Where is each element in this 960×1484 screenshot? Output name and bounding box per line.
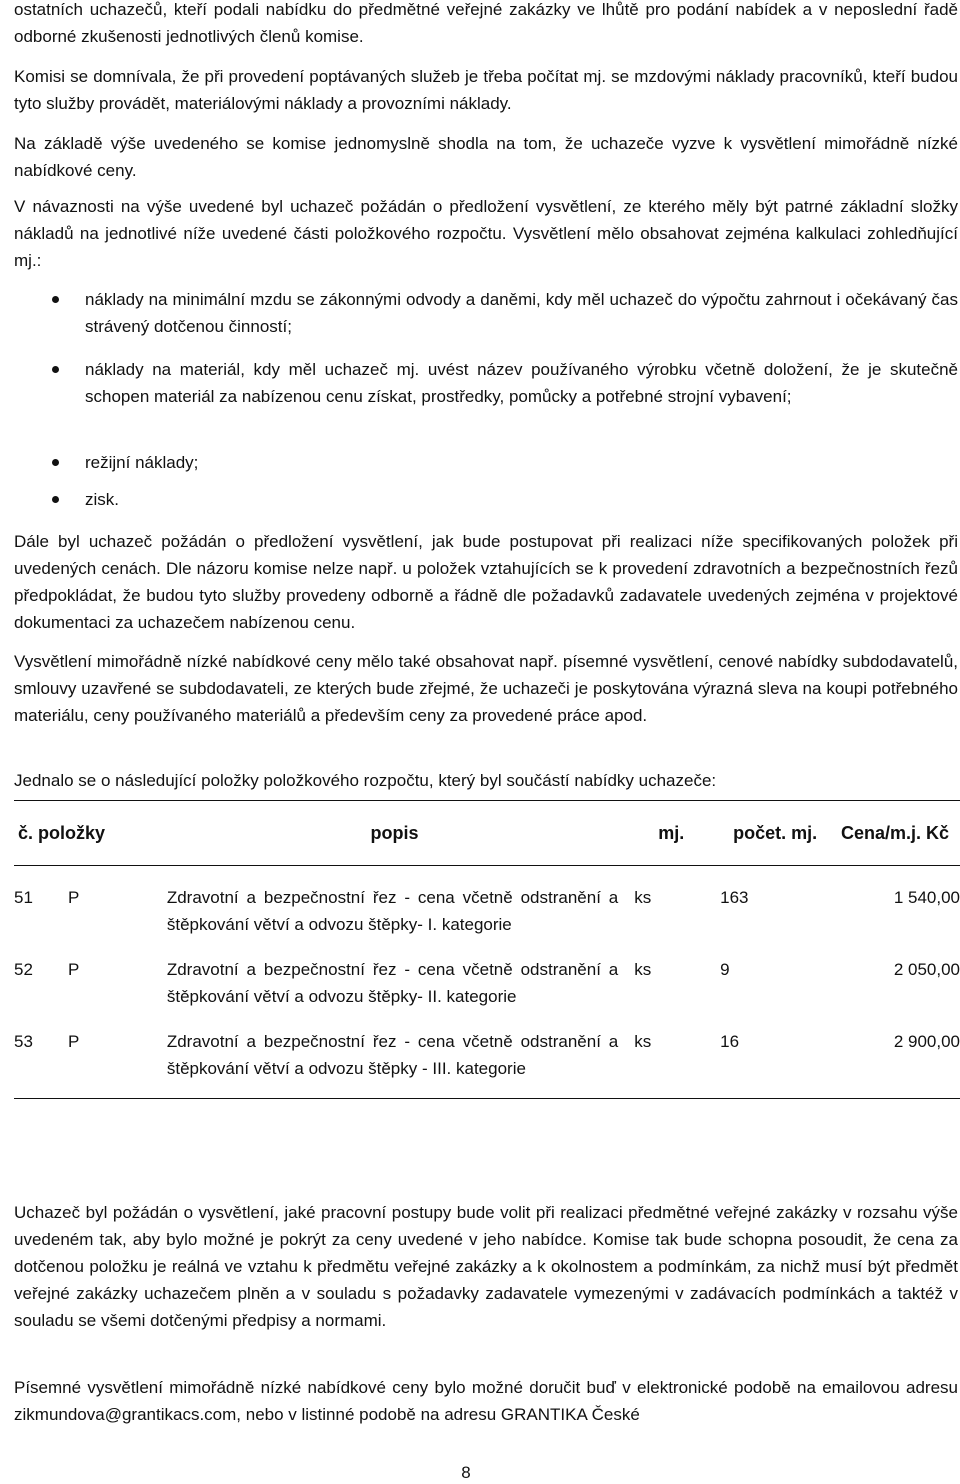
cost-bullet-list	[14, 286, 958, 340]
paragraph-delivery-info: Písemné vysvětlení mimořádně nízké nabídkové ceny bylo možné doručit buď v elektronické podobě na emailovou adresu zikmundova@grantikacs.com, nebo v listinné podobě na adresu GRANTIKA České	[14, 1378, 958, 1424]
cell-unit: ks	[634, 960, 652, 979]
paragraph-commission-decision: Na základě výše uvedeného se komise jednomyslně shodla na tom, že uchazeče vyzve k vysvětlení mimořádně nízké nabídkové ceny.	[14, 134, 958, 180]
cost-bullet-list	[14, 486, 958, 513]
cell-quantity: 9	[720, 960, 730, 979]
page-number: 8	[461, 1463, 471, 1482]
table-header-row	[14, 801, 960, 866]
budget-items-table	[14, 800, 960, 1099]
paragraph-intro-continuation: ostatních uchazečů, kteří podali nabídku do předmětné veřejné zakázky ve lhůtě pro podání nabídek a v neposlední řadě odborné zkušenosti jednotlivých členů komise.	[14, 0, 958, 46]
cell-item-number: 53	[14, 1010, 68, 1099]
list-item-text: zisk.	[85, 490, 119, 509]
list-item	[14, 486, 958, 513]
cost-bullet-list	[14, 449, 958, 476]
header-unit-price: Cena/m.j. Kč	[830, 801, 960, 866]
cell-quantity: 163	[720, 888, 749, 907]
cell-unit-price: 2 050,00	[893, 960, 960, 979]
table-row	[14, 866, 960, 939]
cell-item-type: P	[67, 888, 80, 907]
list-item	[14, 449, 958, 476]
cell-description: Zdravotní a bezpečnostní řez - cena včetně odstranění a štěpkování větví a odvozu štěpky - III. kategorie	[167, 1010, 622, 1099]
bullet-icon	[52, 459, 59, 466]
paragraph-explanation-contents: Vysvětlení mimořádně nízké nabídkové ceny mělo také obsahovat např. písemné vysvětlení, cenové nabídky subdodavatelů, smlouvy uzavřené se subdodavateli, ze kterých bude zřejmé, že uchazeči je poskytována výrazná sleva na koupi potřebného materiálu, ceny používaného materiálů a především ceny za provedené práce apod.	[14, 652, 958, 725]
cell-unit-price: 1 540,00	[893, 888, 960, 907]
list-item-text: náklady na materiál, kdy měl uchazeč mj. uvést název používaného výrobku včetně doložení, že je skutečně schopen materiál za nabízenou cenu získat, prostředky, pomůcky a potřebné strojní vybavení;	[85, 360, 958, 406]
table-row	[14, 938, 960, 1010]
list-item-text: režijní náklady;	[85, 453, 199, 472]
list-item-text: náklady na minimální mzdu se zákonnými odvody a daněmi, kdy měl uchazeč do výpočtu zahrnout i očekávaný čas strávený dotčenou činností;	[85, 290, 958, 336]
cell-unit-price: 2 900,00	[830, 1010, 960, 1099]
list-item	[14, 286, 958, 340]
cost-bullet-list	[14, 356, 958, 410]
paragraph-procedure-request: Dále byl uchazeč požádán o předložení vysvětlení, jak bude postupovat při realizaci níže specifikovaných položek při uvedených cenách. Dle názoru komise nelze např. u položek vztahujících se k provedení zdravotních a bezpečnostních řezů předpokládat, že budou tyto služby provedeny odborně a řádně dle požadavků zadavatele uvedených zejména v projektové dokumentaci za uchazečem nabízenou cenu.	[14, 532, 958, 632]
header-description: popis	[167, 801, 622, 866]
bullet-icon	[52, 296, 59, 303]
cell-item-type: P	[68, 1010, 167, 1099]
cell-description: Zdravotní a bezpečnostní řez - cena včetně odstranění a štěpkování větví a odvozu štěpky- I. kategorie	[166, 888, 619, 934]
cell-item-number: 52	[14, 960, 33, 979]
bullet-icon	[52, 366, 59, 373]
cell-item-type: P	[67, 960, 80, 979]
cell-unit: ks	[634, 888, 652, 907]
header-quantity: počet. mj.	[720, 801, 830, 866]
paragraph-table-intro: Jednalo se o následující položky položkového rozpočtu, který byl součástí nabídky uchazeče:	[14, 771, 717, 790]
header-unit: mj.	[622, 801, 720, 866]
paragraph-work-procedures: Uchazeč byl požádán o vysvětlení, jaké pracovní postupy bude volit při realizaci předmětné veřejné zakázky v rozsahu výše uvedeném tak, aby bylo možné je pokrýt za ceny uvedené v jeho nabídce. Komise tak bude schopna posoudit, že cena za dotčenou položku je reálná ve vztahu k předmětu veřejné zakázky a k okolnostem a podmínkám, za nichž musí být předmět veřejné zakázky uchazečem plněn a v souladu s požadavky zadavatele vymezenými v zadávacích podmínkách a taktéž v souladu se všemi dotčenými předpisy a normami.	[14, 1203, 958, 1330]
cell-quantity: 16	[720, 1010, 830, 1099]
bullet-icon	[52, 496, 59, 503]
table-row	[14, 1010, 960, 1099]
header-item-number: č. položky	[14, 801, 167, 866]
list-item	[14, 356, 958, 410]
paragraph-explanation-request: V návaznosti na výše uvedené byl uchazeč požádán o předložení vysvětlení, ze kterého měly být patrné základní složky nákladů na jednotlivé níže uvedené části položkového rozpočtu. Vysvětlení mělo obsahovat zejména kalkulaci zohledňující mj.:	[14, 197, 958, 270]
paragraph-commission-assumption: Komisi se domnívala, že při provedení poptávaných služeb je třeba počítat mj. se mzdovými náklady pracovníků, kteří budou tyto služby provádět, materiálovými náklady a provozními náklady.	[14, 67, 958, 113]
cell-description: Zdravotní a bezpečnostní řez - cena včetně odstranění a štěpkování větví a odvozu štěpky- II. kategorie	[166, 960, 619, 1006]
cell-item-number: 51	[14, 888, 33, 907]
cell-unit: ks	[622, 1010, 720, 1099]
